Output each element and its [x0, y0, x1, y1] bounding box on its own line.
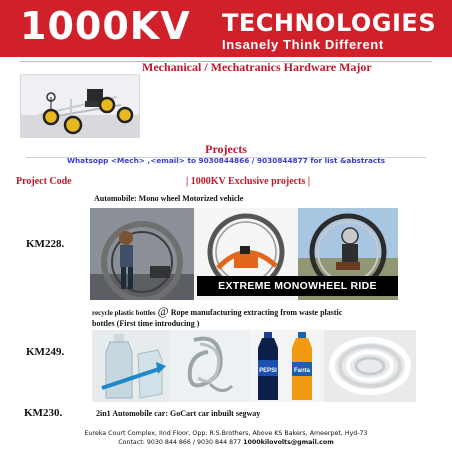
footer-email: 1000kilovolts@gmail.com [243, 439, 334, 446]
footer-contact-line [0, 438, 452, 447]
project-title-km230: 2in1 Automobile car: GoCart car inbuilt segway [96, 409, 261, 418]
contact-line: Whatsopp <Mech> ,<email> to 9030844866 / 9030844877 for list &abstracts [66, 156, 386, 165]
project-title-km249-line2: bottles (First time introducing ) [92, 319, 200, 328]
rope-photos [92, 330, 416, 402]
soda-bottles-photo [250, 330, 324, 402]
rope-coil-photo [170, 330, 250, 402]
footer-address: Eureka Court Complex, IInd Floor, Opp: R.S.Brothers, Above KS Bakers, Ameerpet, Hyd-73 [84, 430, 368, 437]
project-title-km249 [92, 306, 342, 319]
bottles-photo [92, 330, 170, 402]
gokart-photo [20, 74, 140, 138]
title-at: @ [157, 304, 169, 318]
brand-word: TECHNOLOGIES [222, 9, 437, 37]
title-rest: Rope manufacturing extracting from waste plastic [168, 308, 343, 317]
title-prefix: recycle plastic bottles [92, 309, 156, 317]
plastic-rope-photo [324, 330, 416, 402]
brand-tagline: Insanely Think Different [222, 37, 384, 52]
projects-title: Projects [205, 142, 247, 156]
pepsi-label: PEPSI [259, 368, 277, 374]
fanta-label: Fanta [293, 368, 311, 374]
exclusive-header: | 1000KV Exclusive projects | [186, 176, 311, 187]
brand-number: 1000KV [20, 4, 191, 48]
monowheel-caption: EXTREME MONOWHEEL RIDE [197, 276, 398, 296]
project-code-header: Project Code [16, 176, 72, 187]
major-heading: Mechanical / Mechatranics Hardware Major [142, 60, 372, 74]
project-title-km228: Automobile: Mono wheel Motorized vehicle [94, 194, 244, 203]
project-code-km228: KM228. [26, 238, 65, 250]
monowheel-photo-rider [90, 208, 194, 300]
project-code-km249: KM249. [26, 346, 65, 358]
project-code-km230: KM230. [24, 407, 63, 419]
footer-contact: Contact: 9030 844 866 / 9030 844 877 [118, 439, 244, 446]
